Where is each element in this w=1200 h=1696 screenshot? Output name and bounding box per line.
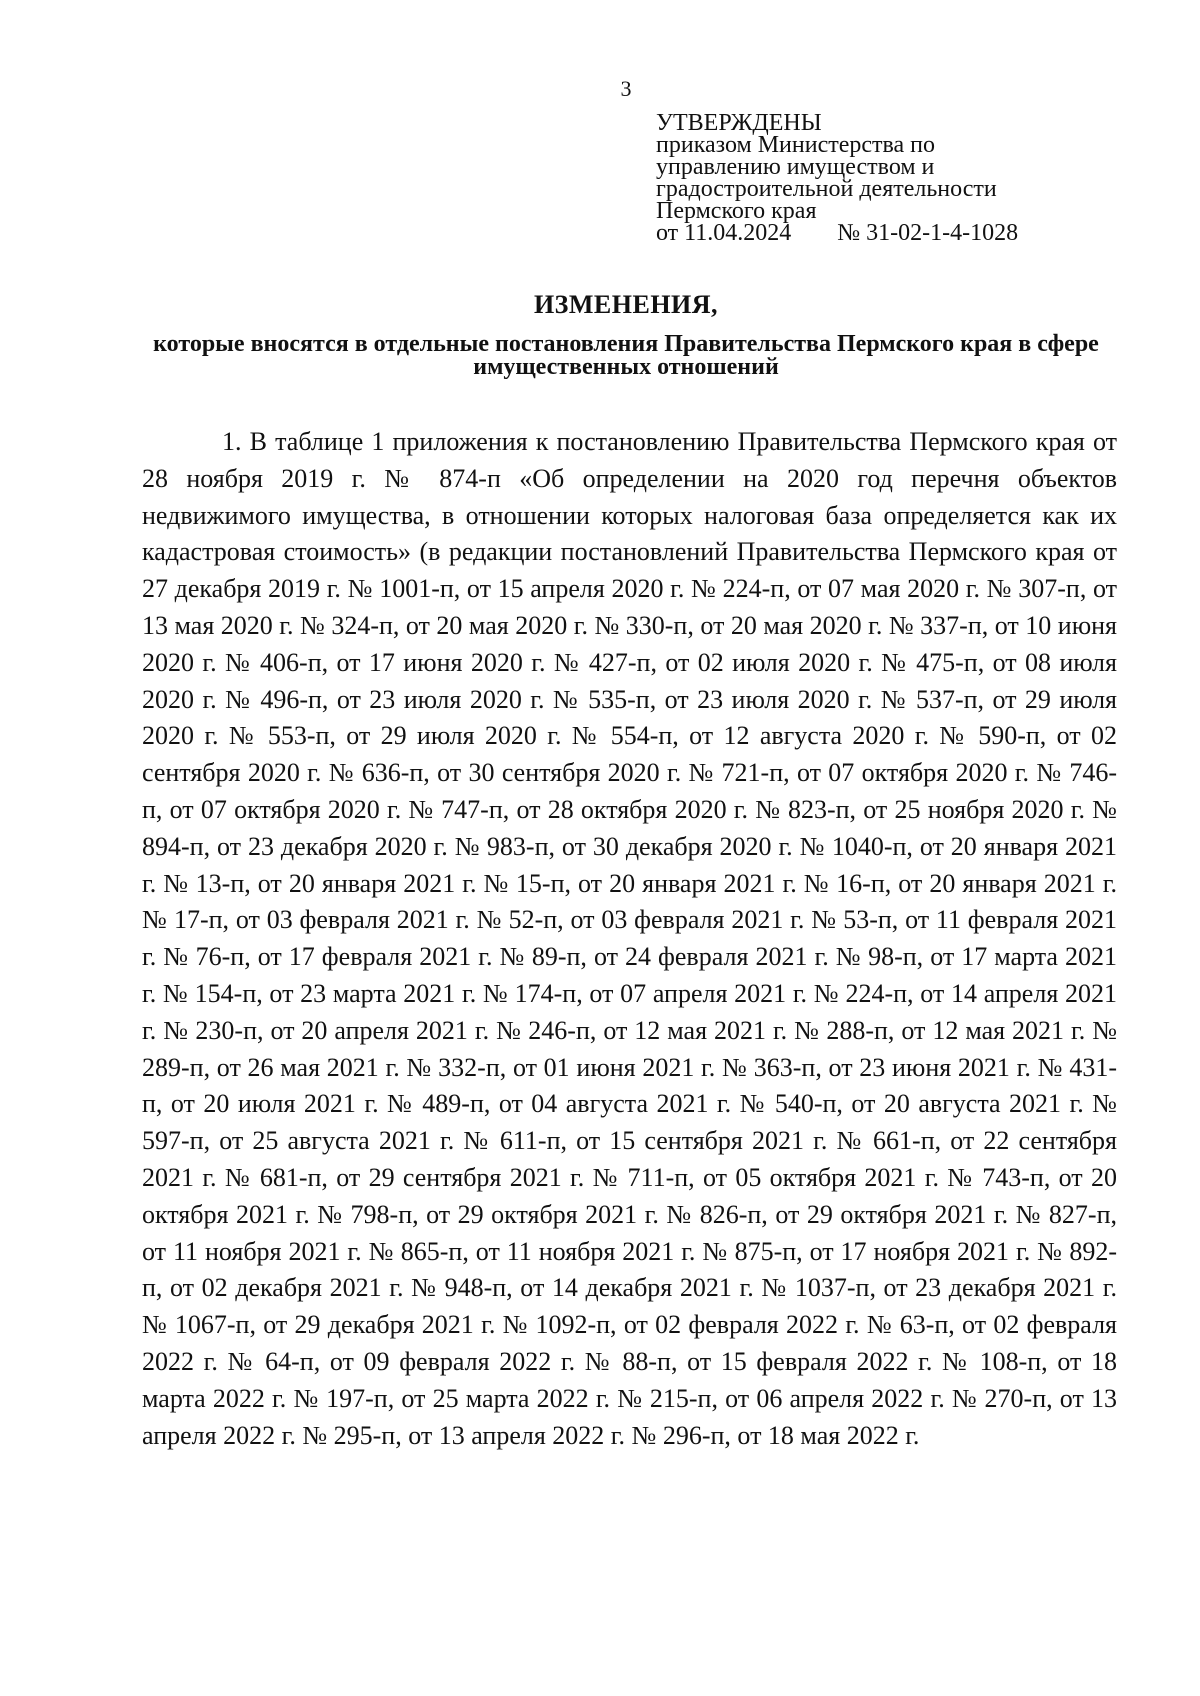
approval-block — [656, 112, 1126, 244]
approval-line-1: приказом Министерства по — [656, 132, 936, 158]
approval-line-2: управлению имуществом и — [656, 154, 935, 180]
document-title: ИЗМЕНЕНИЯ, — [533, 290, 719, 319]
approval-heading: УТВЕРЖДЕНЫ — [656, 110, 822, 136]
approval-date-row — [656, 222, 1126, 244]
approval-line-4: Пермского края — [656, 198, 817, 224]
body-paragraph: 1. В таблице 1 приложения к постановлению Правительства Пермского края от 28 ноября 2019 г. № 874-п «Об определении на 2020 год перечня объектов недвижимого имущества, в отношении которых налоговая база определяется как их кадастровая стоимость» (в редакции постановлений Правительства Пермского края от 27 декабря 2019 г. № 1001-п, от 15 апреля 2020 г. № 224-п, от 07 мая 2020 г. № 307-п, от 13 мая 2020 г. № 324-п, от 20 мая 2020 г. № 330-п, от 20 мая 2020 г. № 337-п, от 10 июня 2020 г. № 406-п, от 17 июня 2020 г. № 427-п, от 02 июля 2020 г. № 475-п, от 08 июля 2020 г. № 496-п, от 23 июля 2020 г. № 535-п, от 23 июля 2020 г. № 537-п, от 29 июля 2020 г. № 553-п, от 29 июля 2020 г. № 554-п, от 12 августа 2020 г. № 590-п, от 02 сентября 2020 г. № 636-п, от 30 сентября 2020 г. № 721-п, от 07 октября 2020 г. № 746-п, от 07 октября 2020 г. № 747-п, от 28 октября 2020 г. № 823-п, от 25 ноября 2020 г. № 894-п, от 23 декабря 2020 г. № 983-п, от 30 декабря 2020 г. № 1040-п, от 20 января 2021 г. № 13-п, от 20 января 2021 г. № 15-п, от 20 января 2021 г. № 16-п, от 20 января 2021 г. № 17-п, от 03 февраля 2021 г. № 52-п, от 03 февраля 2021 г. № 53-п, от 11 февраля 2021 г. № 76-п, от 17 февраля 2021 г. № 89-п, от 24 февраля 2021 г. № 98-п, от 17 марта 2021 г. № 154-п, от 23 марта 2021 г. № 174-п, от 07 апреля 2021 г. № 224-п, от 14 апреля 2021 г. № 230-п, от 20 апреля 2021 г. № 246-п, от 12 мая 2021 г. № 288-п, от 12 мая 2021 г. № 289-п, от 26 мая 2021 г. № 332-п, от 01 июня 2021 г. № 363-п, от 23 июня 2021 г. № 431-п, от 20 июля 2021 г. № 489-п, от 04 августа 2021 г. № 540-п, от 20 августа 2021 г. № 597-п, от 25 августа 2021 г. № 611-п, от 15 сентября 2021 г. № 661-п, от 22 сентября 2021 г. № 681-п, от 29 сентября 2021 г. № 711-п, от 05 октября 2021 г. № 743-п, от 20 октября 2021 г. № 798-п, от 29 октября 2021 г. № 826-п, от 29 октября 2021 г. № 827-п, от 11 ноября 2021 г. № 865-п, от 11 ноября 2021 г. № 875-п, от 17 ноября 2021 г. № 892-п, от 02 декабря 2021 г. № 948-п, от 14 декабря 2021 г. № 1037-п, от 23 декабря 2021 г. № 1067-п, от 29 декабря 2021 г. № 1092-п, от 02 февраля 2022 г. № 63-п, от 02 февраля 2022 г. № 64-п, от 09 февраля 2022 г. № 88-п, от 15 февраля 2022 г. № 108-п, от 18 марта 2022 г. № 197-п, от 25 марта 2022 г. № 215-п, от 06 апреля 2022 г. № 270-п, от 13 апреля 2022 г. № 295-п, от 13 апреля 2022 г. № 296-п, от 18 мая 2022 г. — [142, 427, 1117, 1450]
approval-line-3: градостроительной деятельности — [656, 176, 997, 202]
approval-number: № 31-02-1-4-1028 — [837, 220, 1019, 246]
document-subtitle: которые вносятся в отдельные постановления Правительства Пермского края в сфере имущественных отношений — [153, 331, 1099, 380]
page-number: 3 — [620, 76, 632, 101]
approval-date: от 11.04.2024 — [656, 220, 792, 246]
